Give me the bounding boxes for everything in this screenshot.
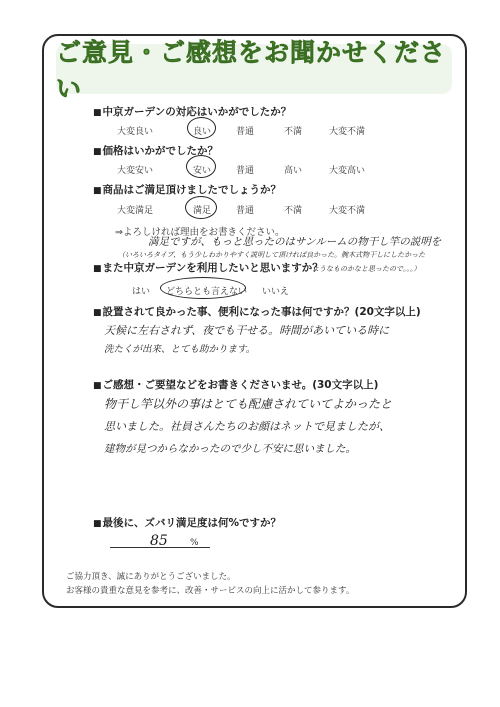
option-very-dissatisfied[interactable]: 大変不満 bbox=[329, 127, 366, 137]
page-title: ご意見・ご感想をお聞かせください bbox=[56, 38, 447, 103]
option-very-satisfied[interactable]: 大変満足 bbox=[117, 206, 154, 216]
reason-text-line-3: ようなものかなと思ったので。。。） bbox=[312, 265, 421, 273]
satisfaction-unit: % bbox=[190, 538, 199, 548]
question-price: ■ 価格はいかがでしたか？ bbox=[93, 143, 218, 158]
option-dissatisfied[interactable]: 不満 bbox=[284, 206, 303, 216]
reason-text-line-1: 満足ですが、もっと思ったのはサンルームの物干し竿の説明を bbox=[148, 236, 442, 248]
option-very-good[interactable]: 大変良い bbox=[117, 127, 154, 137]
option-normal[interactable]: 普通 bbox=[236, 127, 255, 137]
answer-circle-q2 bbox=[186, 155, 216, 178]
reason-label: ⇒よろしければ理由をお書きください。 bbox=[115, 227, 285, 238]
footer-note: お客様の貴重な意見を参考に、改善・サービスの向上に活かして参ります。 bbox=[66, 586, 355, 596]
question-benefits: ■ 設置されて良かった事、便利になった事は何ですか？(20文字以上) bbox=[93, 304, 421, 319]
question-comments: ■ ご感想・ご要望などをお書きくださいませ。(30文字以上) bbox=[93, 377, 378, 392]
option-normal[interactable]: 普通 bbox=[236, 166, 255, 176]
option-good[interactable]: 良い bbox=[193, 127, 212, 137]
option-very-dissatisfied[interactable]: 大変不満 bbox=[329, 206, 366, 216]
satisfaction-underline bbox=[110, 547, 210, 548]
title-banner bbox=[56, 38, 452, 103]
answer-circle-q1 bbox=[187, 117, 216, 139]
comments-answer-line-3: 建物が見つからなかったので少し不安に思いました。 bbox=[104, 443, 356, 455]
option-very-cheap[interactable]: 大変安い bbox=[117, 166, 154, 176]
question-service: ■ 中京ガーデンの対応はいかがでしたか？ bbox=[93, 104, 291, 119]
option-satisfied[interactable]: 満足 bbox=[193, 206, 212, 216]
question-satisfaction: ■ 最後に、ズバリ満足度は何%ですか？ bbox=[93, 515, 281, 530]
benefits-answer-line-2: 洗たくが出来、とても助かります。 bbox=[104, 344, 256, 355]
answer-circle-q4 bbox=[160, 277, 246, 299]
question-reuse: ■ また中京ガーデンを利用したいと思いますか？ bbox=[93, 260, 323, 275]
option-very-expensive[interactable]: 大変高い bbox=[329, 166, 366, 176]
question-product: ■ 商品はご満足頂けましたでしょうか？ bbox=[93, 182, 281, 197]
comments-answer-line-2: 思いました。社員さんたちのお顔はネットで見ましたが、 bbox=[104, 420, 390, 433]
footer-thanks: ご協力頂き、誠にありがとうございました。 bbox=[66, 572, 236, 582]
option-yes[interactable]: はい bbox=[132, 287, 151, 297]
reason-text-line-2: （いろいろタイプ、もう少しわかりやすく説明して頂ければ良かった。腕木式物干しにしたかった bbox=[118, 251, 426, 259]
option-normal[interactable]: 普通 bbox=[236, 206, 255, 216]
option-cheap[interactable]: 安い bbox=[193, 166, 212, 176]
answer-circle-q3 bbox=[185, 196, 217, 219]
comments-answer-line-1: 物干し竿以外の事はとても配慮されていてよかったと bbox=[104, 397, 393, 411]
option-no[interactable]: いいえ bbox=[262, 287, 290, 297]
benefits-answer-line-1: 天候に左右されず、夜でも干せる。時間があいている時に bbox=[104, 324, 390, 337]
satisfaction-value: 85 bbox=[150, 533, 168, 549]
option-dissatisfied[interactable]: 不満 bbox=[284, 127, 303, 137]
option-neither[interactable]: どちらとも言えない bbox=[166, 287, 248, 297]
option-expensive[interactable]: 高い bbox=[284, 166, 303, 176]
